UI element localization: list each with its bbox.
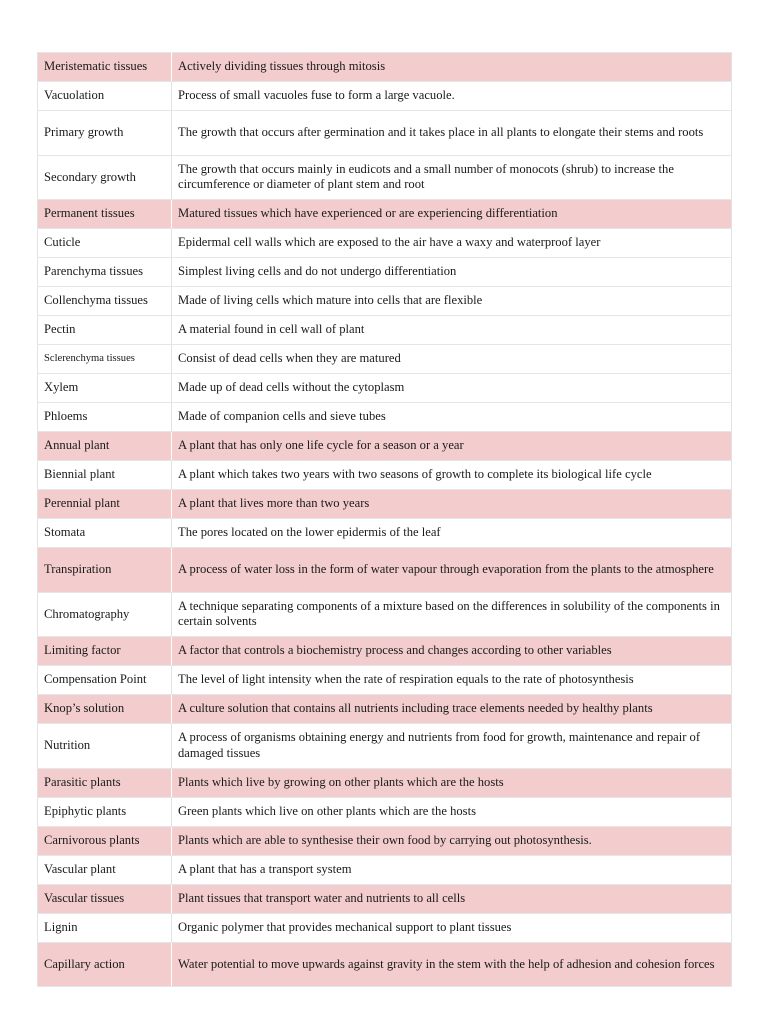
term-cell: Perennial plant xyxy=(38,490,172,519)
definition-cell: Plant tissues that transport water and nutrients to all cells xyxy=(172,884,732,913)
term-cell: Parasitic plants xyxy=(38,768,172,797)
table-row xyxy=(38,666,732,695)
definition-cell: Organic polymer that provides mechanical support to plant tissues xyxy=(172,913,732,942)
table-row xyxy=(38,345,732,374)
table-row xyxy=(38,82,732,111)
table-row xyxy=(38,461,732,490)
glossary-table xyxy=(37,52,732,987)
definition-cell: Actively dividing tissues through mitosis xyxy=(172,53,732,82)
term-cell: Carnivorous plants xyxy=(38,826,172,855)
definition-cell: Process of small vacuoles fuse to form a large vacuole. xyxy=(172,82,732,111)
term-cell: Collenchyma tissues xyxy=(38,287,172,316)
term-cell: Permanent tissues xyxy=(38,200,172,229)
definition-cell: A technique separating components of a mixture based on the differences in solubility of the components in certain solvents xyxy=(172,592,732,637)
definition-cell: Simplest living cells and do not undergo differentiation xyxy=(172,258,732,287)
definition-cell: Plants which live by growing on other plants which are the hosts xyxy=(172,768,732,797)
definition-cell: Plants which are able to synthesise their own food by carrying out photosynthesis. xyxy=(172,826,732,855)
term-cell: Phloems xyxy=(38,403,172,432)
term-cell: Chromatography xyxy=(38,592,172,637)
term-cell: Epiphytic plants xyxy=(38,797,172,826)
term-cell: Transpiration xyxy=(38,548,172,593)
term-cell: Cuticle xyxy=(38,229,172,258)
definition-cell: A plant which takes two years with two seasons of growth to complete its biological life cycle xyxy=(172,461,732,490)
term-cell: Capillary action xyxy=(38,942,172,987)
term-cell: Limiting factor xyxy=(38,637,172,666)
definition-cell: Made of living cells which mature into cells that are flexible xyxy=(172,287,732,316)
table-row xyxy=(38,519,732,548)
definition-cell: The growth that occurs after germination and it takes place in all plants to elongate their stems and roots xyxy=(172,111,732,156)
glossary-table-body xyxy=(38,53,732,987)
definition-cell: Made of companion cells and sieve tubes xyxy=(172,403,732,432)
term-cell: Meristematic tissues xyxy=(38,53,172,82)
table-row xyxy=(38,637,732,666)
table-row xyxy=(38,403,732,432)
term-cell: Vascular tissues xyxy=(38,884,172,913)
definition-cell: A process of water loss in the form of water vapour through evaporation from the plants to the atmosphere xyxy=(172,548,732,593)
table-row xyxy=(38,258,732,287)
term-cell: Annual plant xyxy=(38,432,172,461)
definition-cell: A process of organisms obtaining energy and nutrients from food for growth, maintenance and repair of damaged tissues xyxy=(172,724,732,769)
table-row xyxy=(38,200,732,229)
definition-cell: Consist of dead cells when they are matured xyxy=(172,345,732,374)
table-row xyxy=(38,548,732,593)
table-row xyxy=(38,229,732,258)
table-row xyxy=(38,53,732,82)
table-row xyxy=(38,111,732,156)
table-row xyxy=(38,855,732,884)
definition-cell: Made up of dead cells without the cytoplasm xyxy=(172,374,732,403)
table-row xyxy=(38,490,732,519)
term-cell: Knop’s solution xyxy=(38,695,172,724)
table-row xyxy=(38,155,732,200)
definition-cell: A plant that has a transport system xyxy=(172,855,732,884)
term-cell: Sclerenchyma tissues xyxy=(38,345,172,374)
definition-cell: Epidermal cell walls which are exposed to the air have a waxy and waterproof layer xyxy=(172,229,732,258)
term-cell: Lignin xyxy=(38,913,172,942)
table-row xyxy=(38,316,732,345)
term-cell: Biennial plant xyxy=(38,461,172,490)
table-row xyxy=(38,432,732,461)
term-cell: Stomata xyxy=(38,519,172,548)
term-cell: Vascular plant xyxy=(38,855,172,884)
term-cell: Pectin xyxy=(38,316,172,345)
term-cell: Primary growth xyxy=(38,111,172,156)
table-row xyxy=(38,592,732,637)
term-cell: Compensation Point xyxy=(38,666,172,695)
table-row xyxy=(38,695,732,724)
table-row xyxy=(38,826,732,855)
table-row xyxy=(38,884,732,913)
definition-cell: A culture solution that contains all nutrients including trace elements needed by healthy plants xyxy=(172,695,732,724)
table-row xyxy=(38,724,732,769)
term-cell: Parenchyma tissues xyxy=(38,258,172,287)
definition-cell: The growth that occurs mainly in eudicots and a small number of monocots (shrub) to increase the circumference or diameter of plant stem and root xyxy=(172,155,732,200)
table-row xyxy=(38,913,732,942)
definition-cell: Matured tissues which have experienced or are experiencing differentiation xyxy=(172,200,732,229)
term-cell: Xylem xyxy=(38,374,172,403)
table-row xyxy=(38,942,732,987)
definition-cell: The level of light intensity when the rate of respiration equals to the rate of photosynthesis xyxy=(172,666,732,695)
table-row xyxy=(38,768,732,797)
definition-cell: A material found in cell wall of plant xyxy=(172,316,732,345)
definition-cell: A plant that has only one life cycle for a season or a year xyxy=(172,432,732,461)
definition-cell: The pores located on the lower epidermis of the leaf xyxy=(172,519,732,548)
definition-cell: A factor that controls a biochemistry process and changes according to other variables xyxy=(172,637,732,666)
term-cell: Secondary growth xyxy=(38,155,172,200)
definition-cell: A plant that lives more than two years xyxy=(172,490,732,519)
table-row xyxy=(38,797,732,826)
table-row xyxy=(38,374,732,403)
table-row xyxy=(38,287,732,316)
term-cell: Nutrition xyxy=(38,724,172,769)
term-cell: Vacuolation xyxy=(38,82,172,111)
definition-cell: Water potential to move upwards against gravity in the stem with the help of adhesion and cohesion forces xyxy=(172,942,732,987)
definition-cell: Green plants which live on other plants which are the hosts xyxy=(172,797,732,826)
